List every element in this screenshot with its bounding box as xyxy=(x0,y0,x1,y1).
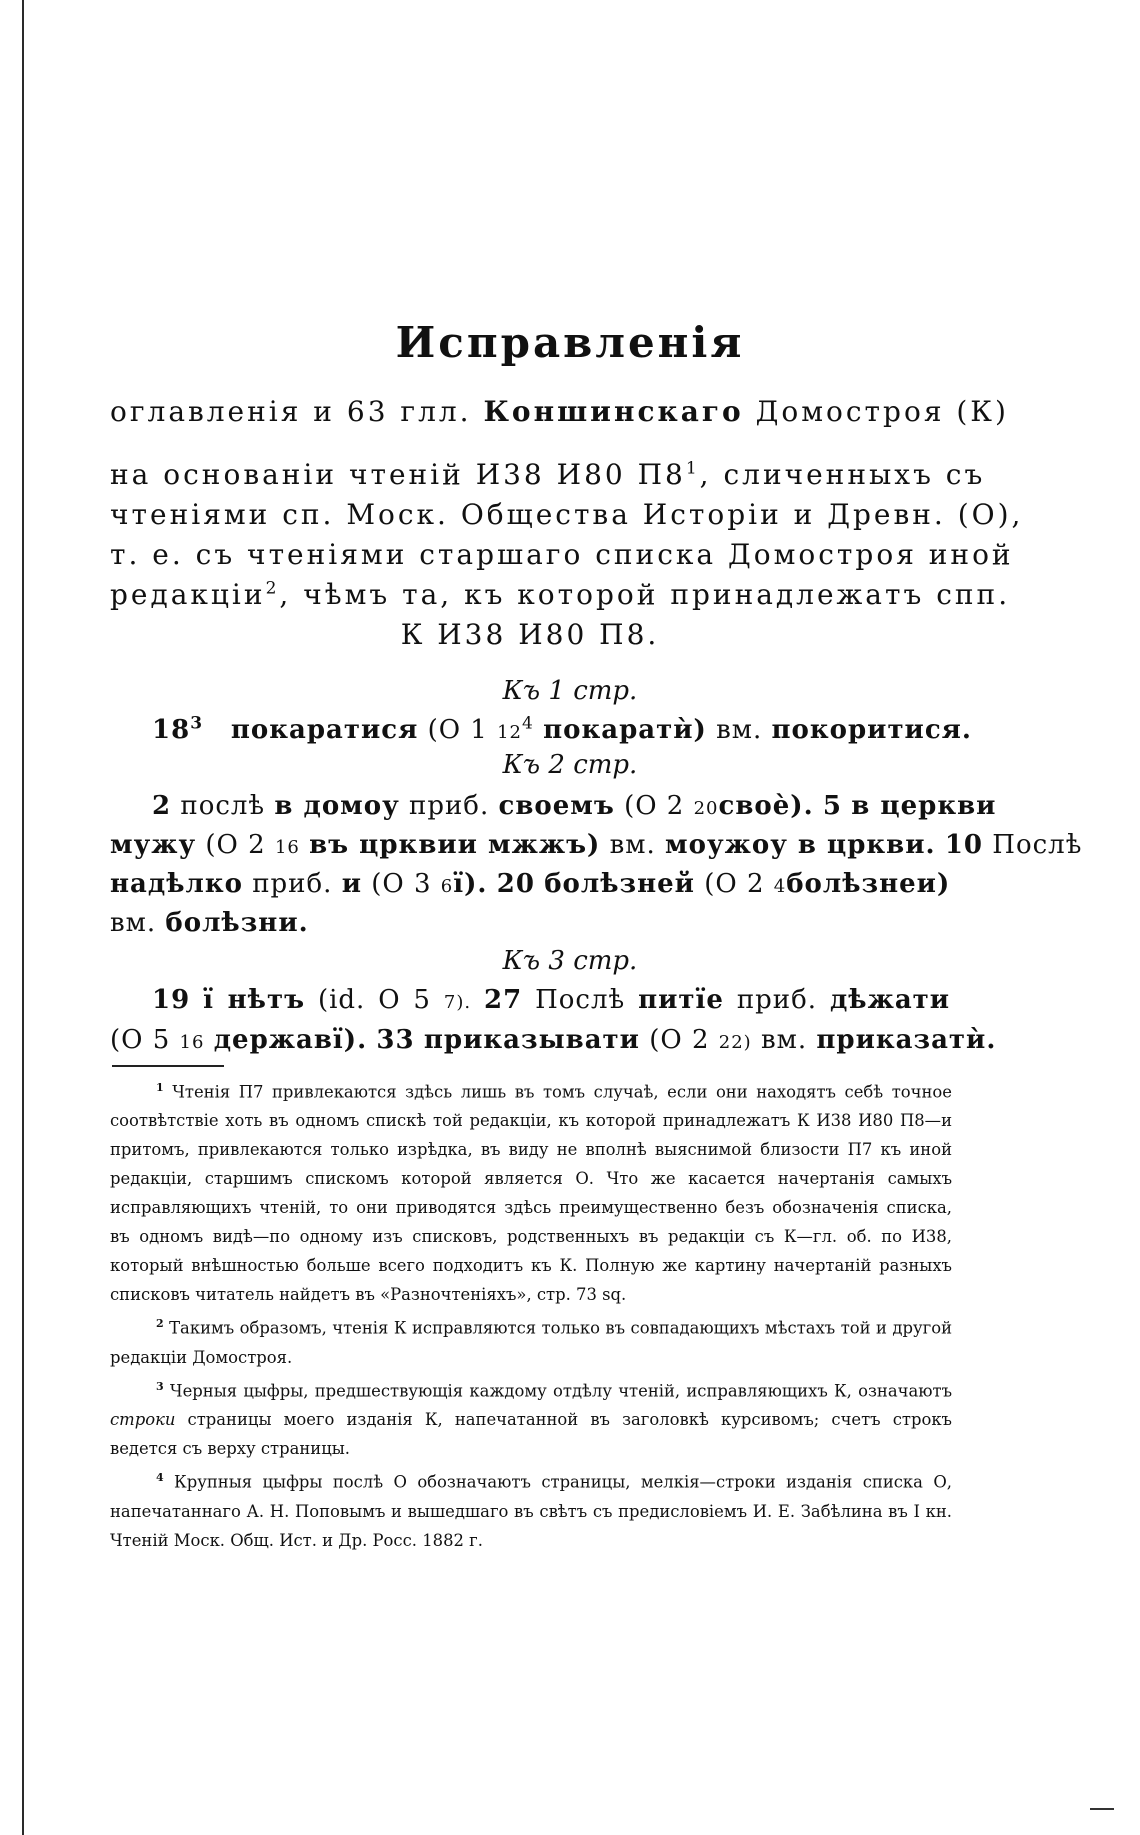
footnote-2: $^2$ Такимъ образомъ, чтенія К исправляются только въ совпадающихъ мѣстахъ той и другой редакціи Домостроя. xyxy=(110,1317,952,1367)
intro-line-3: т. е. съ чтеніями старшаго списка Домостроя иной xyxy=(110,538,1014,571)
correction-page-2-line-3: надѣлко приб. и (О 3 6ї). 20 болѣзней (О 2 4болѣзнеи) xyxy=(110,869,951,899)
section-heading-3: Къ 3 стр. xyxy=(502,946,638,976)
subtitle-bold: Коншинскаго xyxy=(483,395,744,428)
scan-mark xyxy=(1090,1808,1114,1810)
footnote-1: $^1$ Чтенія П7 привлекаются здѣсь лишь въ томъ случаѣ, если они находятъ себѣ точное соотвѣтствіе хоть въ одномъ спискѣ той редакціи, къ которой принадлежатъ К И38 И80 П8—и притомъ, привлекаются только изрѣдка, въ виду не вполнѣ выяснимой близости П7 къ иной редакціи, старшимъ спискомъ которой является О. Что же касается начертанія самыхъ исправляющихъ чтеній, то они приводятся здѣсь преимущественно безъ обозначенія списка, въ одномъ видѣ—по одному изъ списковъ, родственныхъ въ редакціи съ К—гл. об. по И38, который внѣшностью больше всего подходитъ къ К. Полную же картину начертаній разныхъ списковъ читатель найдетъ въ «Разночтеніяхъ», стр. 73 sq. xyxy=(110,1081,952,1305)
page-edge-line xyxy=(22,0,24,1835)
intro-line-5: К И38 И80 П8. xyxy=(400,618,660,651)
intro-line-4: редакціи$^2$, чѣмъ та, къ которой принадлежатъ спп. xyxy=(110,578,1011,611)
footnote-4: $^4$ Крупныя цыфры послѣ О обозначаютъ страницы, мелкія—строки изданія списка О, напечатаннаго А. Н. Поповымъ и вышедшаго въ свѣтъ съ предисловіемъ И. Е. Забѣлина въ I кн. Чтеній Моск. Общ. Ист. и Др. Росс. 1882 г. xyxy=(110,1471,952,1550)
footnotes xyxy=(110,1073,952,1555)
correction-page-2-line-4: вм. болѣзни. xyxy=(110,908,309,938)
correction-page-2-line-2: мужу (О 2 16 въ црквии мжжъ) вм. моужоу в цркви. 10 Послѣ xyxy=(110,830,1083,860)
footnote-rule xyxy=(112,1065,224,1067)
correction-page-3-line-1: 19 ї нѣтъ (id. О 5 7). 27 Послѣ питїе приб. дѣжати xyxy=(152,985,951,1015)
correction-page-3-line-2: (О 5 16 державї). 33 приказывати (О 2 22) вм. приказатѝ. xyxy=(110,1025,997,1055)
section-heading-2: Къ 2 стр. xyxy=(502,750,638,780)
intro-line-2: чтеніями сп. Моск. Общества Исторіи и Древн. (О), xyxy=(110,498,1024,531)
footnote-3: $^3$ Черныя цыфры, предшествующія каждому отдѣлу чтеній, исправляющихъ К, означаютъ строки страницы моего изданія К, напечатанной въ заголовкѣ курсивомъ; счетъ строкъ ведется съ верху страницы. xyxy=(110,1379,952,1459)
correction-page-1: $18^3$ покаратися (О 1 $12^4$ покаратѝ) вм. покоритися. xyxy=(152,713,972,745)
intro-line-1: на основаніи чтеній И38 И80 $П8^1$, сличенныхъ съ xyxy=(110,458,986,491)
page-title: Исправленія xyxy=(395,318,745,367)
subtitle-pre: оглавленія и 63 глл. xyxy=(110,395,472,428)
section-heading-1: Къ 1 стр. xyxy=(502,676,638,706)
subtitle xyxy=(110,392,1009,432)
subtitle-post: Домостроя (К) xyxy=(755,395,1009,428)
correction-page-2-line-1: 2 послѣ в домоу приб. своемъ (О 2 20своѐ). 5 в церкви xyxy=(152,791,997,821)
